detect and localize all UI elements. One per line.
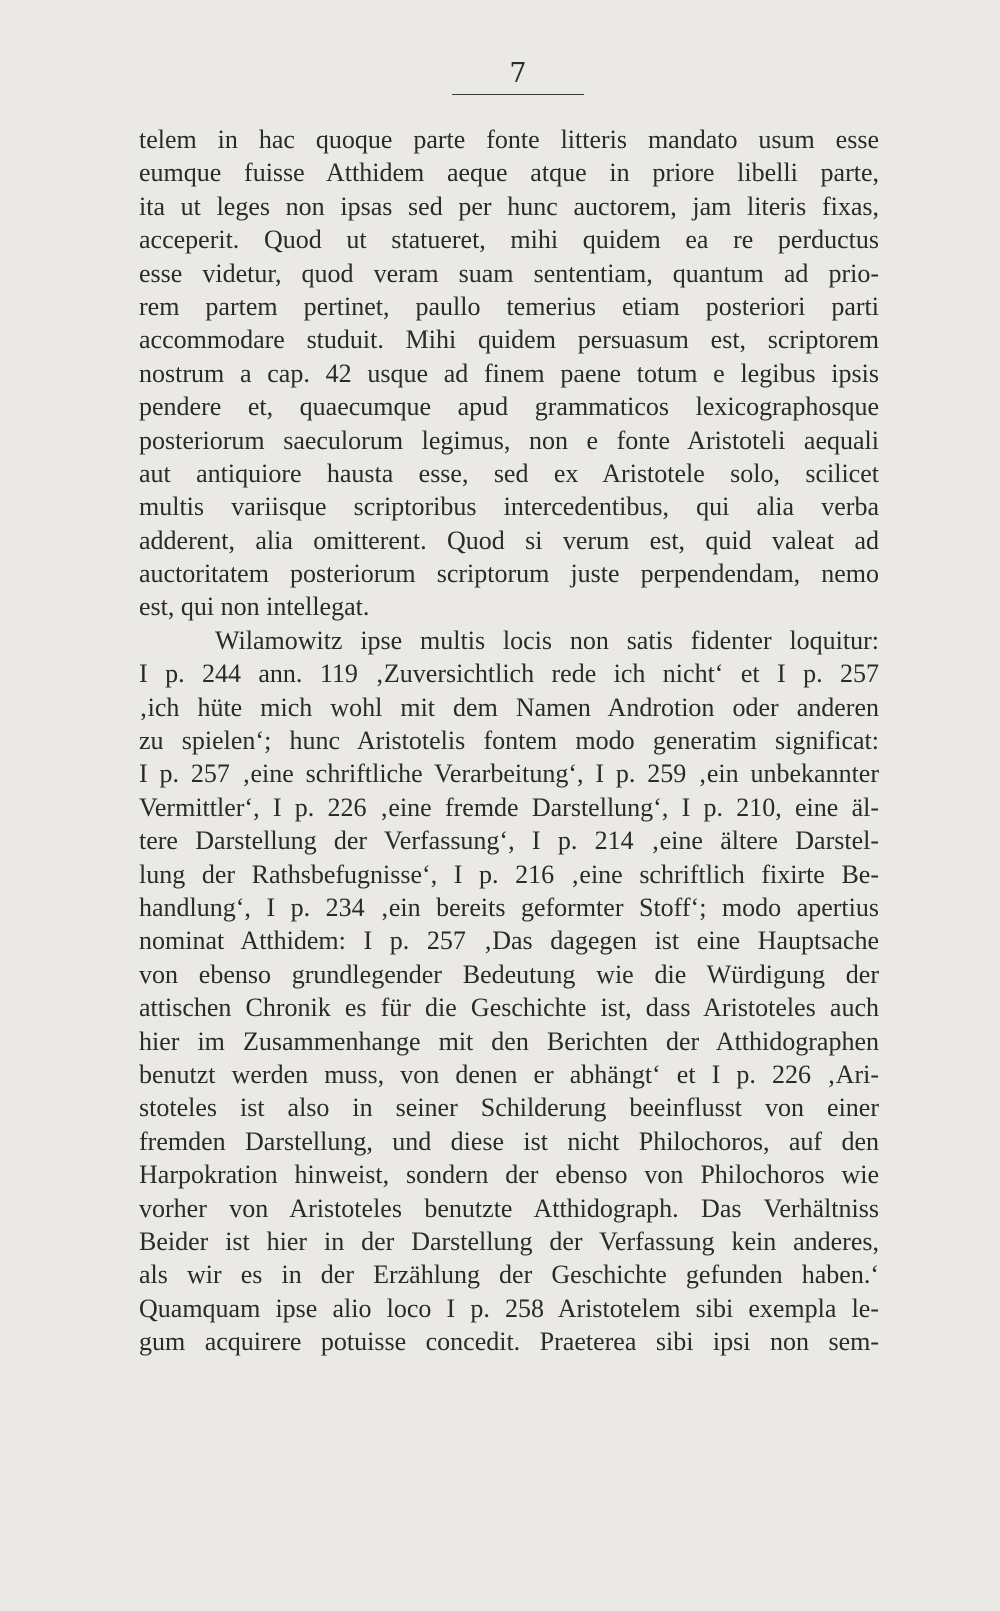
text-line: gum acquirere potuisse concedit. Praeterea sibi ipsi non sem- — [139, 1327, 879, 1357]
text-line: zu spielen‘; hunc Aristotelis fontem modo generatim significat: — [139, 726, 879, 756]
text-line: handlung‘, I p. 234 ‚ein bereits geformter Stoff‘; modo apertius — [139, 892, 879, 922]
text-line: esse videtur, quod veram suam sententiam, quantum ad prio- — [139, 258, 879, 288]
text-line: ita ut leges non ipsas sed per hunc auctorem, jam literis fixas, — [139, 191, 879, 221]
text-line: Wilamowitz ipse multis locis non satis fidenter loquitur: — [215, 625, 879, 655]
text-line: vorher von Aristoteles benutzte Atthidograph. Das Verhältniss — [139, 1193, 879, 1223]
text-line: pendere et, quaecumque apud grammaticos lexicographosque — [139, 392, 879, 422]
paragraph-1 — [139, 123, 879, 624]
text-line: I p. 244 ann. 119 ‚Zuversichtlich rede ich nicht‘ et I p. 257 — [139, 659, 879, 689]
text-line: I p. 257 ‚eine schriftliche Verarbeitung‘, I p. 259 ‚ein unbekannter — [139, 759, 879, 789]
page-number-rule — [452, 94, 584, 95]
text-line: hier im Zusammenhange mit den Berichten der Atthidographen — [139, 1026, 879, 1056]
text-line: multis variisque scriptoribus intercedentibus, qui alia verba — [139, 492, 879, 522]
text-line: attischen Chronik es für die Geschichte ist, dass Aristoteles auch — [139, 993, 879, 1023]
text-line: Beider ist hier in der Darstellung der Verfassung kein anderes, — [139, 1226, 879, 1256]
text-line: nostrum a cap. 42 usque ad finem paene totum e legibus ipsis — [139, 358, 879, 388]
text-line: fremden Darstellung, und diese ist nicht Philochoros, auf den — [139, 1126, 879, 1156]
text-line: als wir es in der Erzählung der Geschichte gefunden haben.‘ — [139, 1260, 879, 1290]
text-line: auctoritatem posteriorum scriptorum juste perpendendam, nemo — [139, 559, 879, 589]
text-line: Vermittler‘, I p. 226 ‚eine fremde Darstellung‘, I p. 210, eine äl- — [139, 792, 879, 822]
text-line: nominat Atthidem: I p. 257 ‚Das dagegen ist eine Hauptsache — [139, 926, 879, 956]
text-line: benutzt werden muss, von denen er abhängt‘ et I p. 226 ‚Ari- — [139, 1059, 879, 1089]
text-line: lung der Rathsbefugnisse‘, I p. 216 ‚eine schriftlich fixirte Be- — [139, 859, 879, 889]
text-line: adderent, alia omitterent. Quod si verum est, quid valeat ad — [139, 525, 879, 555]
text-line: stoteles ist also in seiner Schilderung beeinflusst von einer — [139, 1093, 879, 1123]
text-line: est, qui non intellegat. — [139, 592, 370, 622]
text-line: telem in hac quoque parte fonte litteris mandato usum esse — [139, 125, 879, 154]
text-line: Quamquam ipse alio loco I p. 258 Aristotelem sibi exempla le- — [139, 1293, 879, 1323]
text-line: accommodare studuit. Mihi quidem persuasum est, scriptorem — [139, 325, 879, 355]
paragraph-2 — [139, 624, 879, 1359]
body-text — [139, 123, 879, 1358]
text-line: acceperit. Quod ut statueret, mihi quidem ea re perductus — [139, 225, 879, 255]
text-line: tere Darstellung der Verfassung‘, I p. 214 ‚eine ältere Darstel- — [139, 826, 879, 856]
text-line: Harpokration hinweist, sondern der ebenso von Philochoros wie — [139, 1160, 879, 1190]
text-line: von ebenso grundlegender Bedeutung wie die Würdigung der — [139, 959, 879, 989]
text-line: posteriorum saeculorum legimus, non e fonte Aristoteli aequali — [139, 425, 879, 455]
text-line: aut antiquiore hausta esse, sed ex Aristotele solo, scilicet — [139, 458, 879, 488]
page-number: 7 — [509, 58, 527, 89]
text-line: rem partem pertinet, paullo temerius etiam posteriori parti — [139, 291, 879, 321]
text-line: eumque fuisse Atthidem aeque atque in priore libelli parte, — [139, 158, 879, 188]
text-line: ‚ich hüte mich wohl mit dem Namen Androtion oder anderen — [139, 692, 879, 722]
